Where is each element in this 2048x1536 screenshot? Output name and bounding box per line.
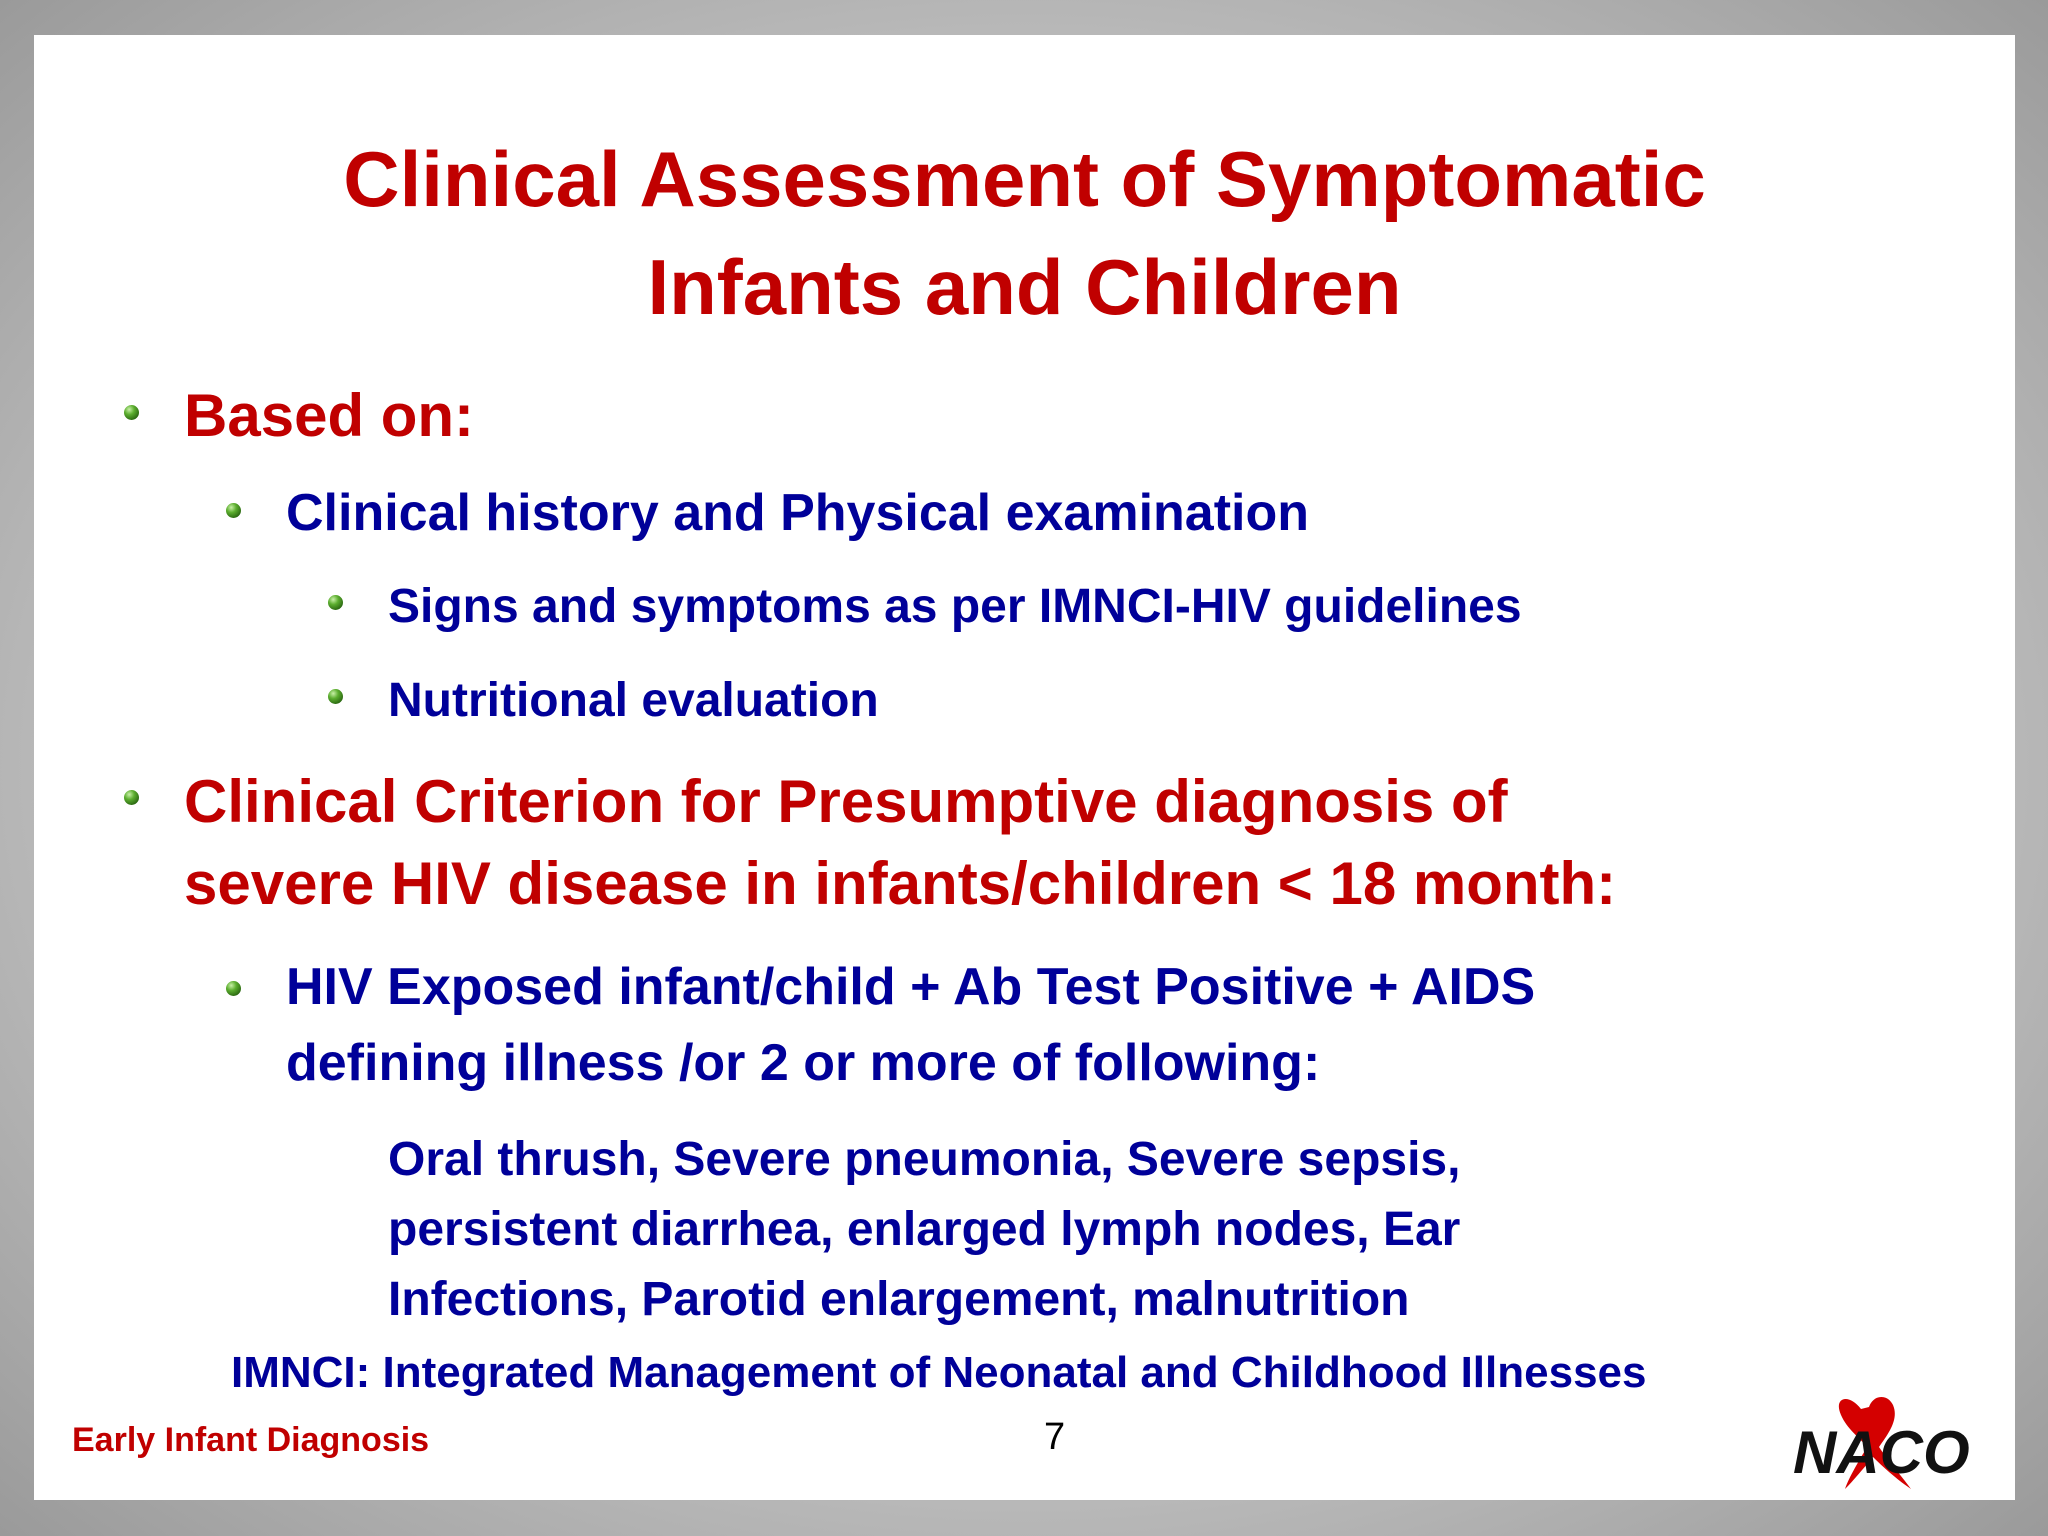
- slide: [34, 35, 2015, 1500]
- item-line-2: defining illness /or 2 or more of following:: [286, 1034, 1321, 1092]
- title-line-2: Infants and Children: [647, 243, 1402, 331]
- page-number: 7: [1044, 1416, 1066, 1458]
- bullet-icon: [124, 405, 139, 420]
- subitem-nutritional-evaluation: Nutritional evaluation: [388, 674, 879, 727]
- section-heading-clinical-criterion: [184, 761, 1616, 925]
- detail-symptom-list: [388, 1125, 1460, 1335]
- logo-text: NACO: [1793, 1419, 1970, 1486]
- heading-line-2: severe HIV disease in infants/children < 18 month:: [184, 850, 1617, 917]
- imnci-footnote: IMNCI: Integrated Management of Neonatal and Childhood Illnesses: [231, 1348, 1647, 1397]
- item-hiv-exposed: [286, 949, 1535, 1101]
- footer-title: Early Infant Diagnosis: [72, 1421, 430, 1459]
- detail-line-3: Infections, Parotid enlargement, malnutrition: [388, 1273, 1410, 1326]
- bullet-icon: [328, 689, 343, 704]
- bullet-icon: [226, 981, 241, 996]
- item-clinical-history: Clinical history and Physical examination: [286, 484, 1309, 542]
- subitem-signs-symptoms: Signs and symptoms as per IMNCI-HIV guidelines: [388, 580, 1522, 633]
- bullet-icon: [226, 503, 241, 518]
- bullet-icon: [328, 595, 343, 610]
- slide-title: [34, 125, 2015, 341]
- heading-line-1: Clinical Criterion for Presumptive diagnosis of: [184, 768, 1508, 835]
- naco-logo-icon: [1789, 1385, 2009, 1493]
- bullet-icon: [124, 790, 139, 805]
- item-line-1: HIV Exposed infant/child + Ab Test Positive + AIDS: [286, 958, 1536, 1016]
- title-line-1: Clinical Assessment of Symptomatic: [343, 135, 1706, 223]
- detail-line-2: persistent diarrhea, enlarged lymph nodes, Ear: [388, 1203, 1461, 1256]
- section-heading-based-on: Based on:: [184, 382, 475, 449]
- detail-line-1: Oral thrush, Severe pneumonia, Severe sepsis,: [388, 1133, 1461, 1186]
